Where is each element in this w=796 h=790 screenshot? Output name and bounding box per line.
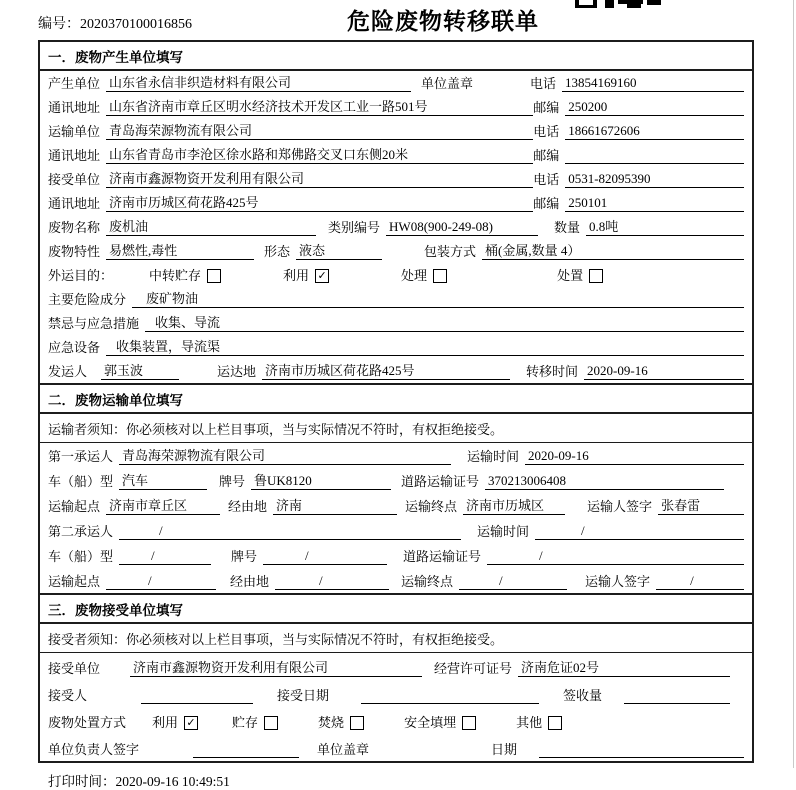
purpose-option-storage: 中转贮存 <box>149 267 221 284</box>
category-label: 类别编号 <box>328 220 381 235</box>
row-second-carrier <box>40 518 752 543</box>
addr2-value: 山东省青岛市李沧区徐水路和郑佛路交叉口东侧20米 <box>106 147 533 164</box>
disposal-incinerate-checkbox <box>350 716 364 730</box>
shipper-label: 发运人 <box>48 364 88 379</box>
phone3-value: 0531-82095390 <box>565 171 744 188</box>
end1-label: 运输终点 <box>405 499 458 514</box>
waste-name-value: 废机油 <box>106 219 316 236</box>
end2-label: 运输终点 <box>401 574 454 589</box>
time1-label: 运输时间 <box>467 449 520 464</box>
disposal-option-landfill: 安全填埋 <box>404 714 476 731</box>
hazard-value: 废矿物油 <box>132 291 744 308</box>
equipment-value: 收集装置，导流渠 <box>106 339 744 356</box>
vehicle1-label: 车（船）型 <box>48 474 114 489</box>
treat-checkbox <box>433 269 447 283</box>
characteristic-value: 易燃性,毒性 <box>106 243 254 260</box>
carrier1-value: 青岛海荣源物流有限公司 <box>119 448 451 465</box>
row-hazard-component <box>40 287 752 311</box>
sign2-value: / <box>656 573 744 590</box>
disposal-utilize-checkbox: ✓ <box>184 716 198 730</box>
road-permit1-label: 道路运输证号 <box>401 474 480 489</box>
taboo-value: 收集、导流 <box>145 315 744 332</box>
time2-label: 运输时间 <box>477 524 530 539</box>
packing-value: 桶(金属,数量 4） <box>482 243 744 260</box>
phone3-label: 电话 <box>533 172 560 187</box>
sign1-value: 张春雷 <box>658 498 744 515</box>
phone1-value: 13854169160 <box>562 75 744 92</box>
acceptor-value <box>141 687 253 704</box>
row-vehicle2 <box>40 543 752 568</box>
hazard-label: 主要危险成分 <box>48 292 127 307</box>
plate2-value: / <box>263 548 387 565</box>
transfer-form-box <box>38 40 754 763</box>
manager-sign-value <box>193 741 299 758</box>
disposal-label: 废物处置方式 <box>48 715 127 730</box>
section2 <box>40 383 752 593</box>
via1-label: 经由地 <box>228 499 268 514</box>
accept-unit-value: 济南市鑫源物资开发利用有限公司 <box>130 660 422 677</box>
addr1-label: 通讯地址 <box>48 100 101 115</box>
row-route1 <box>40 493 752 518</box>
producer-value: 山东省永信非织造材料有限公司 <box>106 75 411 92</box>
row-receiver <box>40 167 752 191</box>
phone2-label: 电话 <box>533 124 560 139</box>
row-disposal-method <box>40 707 752 734</box>
row-transporter-address <box>40 143 752 167</box>
accept-date-label: 接受日期 <box>277 688 330 703</box>
row-producer <box>40 71 752 95</box>
origin2-label: 运输起点 <box>48 574 101 589</box>
road-permit1-value: 370213006408 <box>485 473 724 490</box>
manager-sign-label: 单位负责人签字 <box>48 742 140 757</box>
row-manager-sign <box>40 734 752 761</box>
row-receiver-address <box>40 191 752 215</box>
section3 <box>40 593 752 761</box>
purpose-option-utilize: 利用 ✓ <box>283 267 329 284</box>
row-transporter <box>40 119 752 143</box>
addr1-value: 山东省济南市章丘区明水经济技术开发区工业一路501号 <box>106 99 533 116</box>
carrier2-value: / <box>119 523 461 540</box>
road-permit2-label: 道路运输证号 <box>403 549 482 564</box>
accept-unit-label: 接受单位 <box>48 661 101 676</box>
quantity-value: 0.8吨 <box>586 219 744 236</box>
phone2-value: 18661672606 <box>565 123 744 140</box>
disposal-option-utilize: 利用 ✓ <box>152 714 198 731</box>
disposal-other-checkbox <box>548 716 562 730</box>
addr3-value: 济南市历城区荷花路425号 <box>106 195 533 212</box>
date-value <box>539 741 744 758</box>
accept-date-value <box>361 687 539 704</box>
disposal-store-checkbox <box>264 716 278 730</box>
transfer-time-value: 2020-09-16 <box>584 363 744 380</box>
dispose-checkbox <box>589 269 603 283</box>
post1-value: 250200 <box>565 99 744 116</box>
via2-label: 经由地 <box>230 574 270 589</box>
row-accept-unit <box>40 653 752 680</box>
row-vehicle1 <box>40 468 752 493</box>
row-waste-characteristic <box>40 239 752 263</box>
form-value: 液态 <box>296 243 382 260</box>
dest-label: 运达地 <box>217 364 257 379</box>
purpose-option-dispose: 处置 <box>557 267 603 284</box>
purpose-option-treat: 处理 <box>401 267 447 284</box>
unit-seal-label: 单位盖章 <box>421 76 474 91</box>
plate1-label: 牌号 <box>219 474 246 489</box>
producer-label: 产生单位 <box>48 76 101 91</box>
received-qty-value <box>624 687 730 704</box>
via1-value: 济南 <box>273 498 397 515</box>
post2-value <box>565 147 744 164</box>
permit-label: 经营许可证号 <box>434 661 513 676</box>
disposal-option-other: 其他 <box>516 714 562 731</box>
road-permit2-value: / <box>487 548 744 565</box>
row-first-carrier <box>40 443 752 468</box>
end1-value: 济南市历城区 <box>463 498 565 515</box>
characteristic-label: 废物特性 <box>48 244 101 259</box>
transporter-label: 运输单位 <box>48 124 101 139</box>
origin1-value: 济南市章丘区 <box>106 498 220 515</box>
vehicle1-value: 汽车 <box>119 473 207 490</box>
row-emergency-equipment <box>40 335 752 359</box>
waste-name-label: 废物名称 <box>48 220 101 235</box>
vehicle2-label: 车（船）型 <box>48 549 114 564</box>
row-acceptor <box>40 680 752 707</box>
plate2-label: 牌号 <box>231 549 258 564</box>
section1-header: 一．废物产生单位填写 <box>40 42 752 71</box>
utilize-checkbox: ✓ <box>315 269 329 283</box>
quantity-label: 数量 <box>554 220 581 235</box>
permit-value: 济南危证02号 <box>518 660 730 677</box>
form-label: 形态 <box>264 244 291 259</box>
print-time-label: 打印时间： <box>48 774 116 789</box>
vehicle2-value: / <box>119 548 211 565</box>
plate1-value: 鲁UK8120 <box>251 473 391 490</box>
dest-value: 济南市历城区荷花路425号 <box>262 363 510 380</box>
carrier1-label: 第一承运人 <box>48 449 114 464</box>
sign2-label: 运输人签字 <box>585 574 651 589</box>
unit-seal3-label: 单位盖章 <box>317 742 370 757</box>
phone1-label: 电话 <box>529 76 556 91</box>
equipment-label: 应急设备 <box>48 340 101 355</box>
addr2-label: 通讯地址 <box>48 148 101 163</box>
purpose-label: 外运目的： <box>48 268 114 283</box>
row-waste-name <box>40 215 752 239</box>
post2-label: 邮编 <box>533 148 560 163</box>
disposal-option-store: 贮存 <box>232 714 278 731</box>
post3-value: 250101 <box>565 195 744 212</box>
window-edge <box>793 0 794 768</box>
serial-value: 2020370100016856 <box>80 17 192 32</box>
date-label: 日期 <box>491 742 518 757</box>
shipper-value: 郭玉波 <box>101 363 179 380</box>
category-value: HW08(900-249-08) <box>386 219 538 236</box>
origin1-label: 运输起点 <box>48 499 101 514</box>
acceptor-label: 接受人 <box>48 688 88 703</box>
serial-label: 编号： <box>38 17 80 32</box>
receiver-notice: 接受者须知：你必须核对以上栏目事项，当与实际情况不符时，有权拒绝接受。 <box>40 624 752 653</box>
section3-header: 三．废物接受单位填写 <box>40 593 752 624</box>
form-top-bar <box>0 0 796 40</box>
section2-header: 二．废物运输单位填写 <box>40 383 752 414</box>
taboo-label: 禁忌与应急措施 <box>48 316 140 331</box>
post1-label: 邮编 <box>533 100 560 115</box>
print-time-value: 2020-09-16 10:49:51 <box>115 774 230 789</box>
via2-value: / <box>275 573 389 590</box>
sign1-label: 运输人签字 <box>587 499 653 514</box>
disposal-landfill-checkbox <box>462 716 476 730</box>
receiver-value: 济南市鑫源物资开发利用有限公司 <box>106 171 533 188</box>
row-taboo-measures <box>40 311 752 335</box>
row-transfer-purpose <box>40 263 752 287</box>
transporter-value: 青岛海荣源物流有限公司 <box>106 123 533 140</box>
time2-value: / <box>535 523 744 540</box>
receiver-label: 接受单位 <box>48 172 101 187</box>
row-shipper <box>40 359 752 383</box>
carrier2-label: 第二承运人 <box>48 524 114 539</box>
transporter-notice: 运输者须知：你必须核对以上栏目事项，当与实际情况不符时，有权拒绝接受。 <box>40 414 752 443</box>
disposal-option-incinerate: 焚烧 <box>318 714 364 731</box>
row-route2 <box>40 568 752 593</box>
print-time <box>48 770 796 790</box>
row-producer-address <box>40 95 752 119</box>
addr3-label: 通讯地址 <box>48 196 101 211</box>
origin2-value: / <box>106 573 216 590</box>
time1-value: 2020-09-16 <box>525 448 744 465</box>
qr-code-partial-icon <box>575 0 661 8</box>
transfer-time-label: 转移时间 <box>526 364 579 379</box>
post3-label: 邮编 <box>533 196 560 211</box>
form-title: 危险废物转移联单 <box>347 9 539 34</box>
end2-value: / <box>459 573 567 590</box>
received-qty-label: 签收量 <box>563 688 603 703</box>
packing-label: 包装方式 <box>424 244 477 259</box>
storage-checkbox <box>207 269 221 283</box>
